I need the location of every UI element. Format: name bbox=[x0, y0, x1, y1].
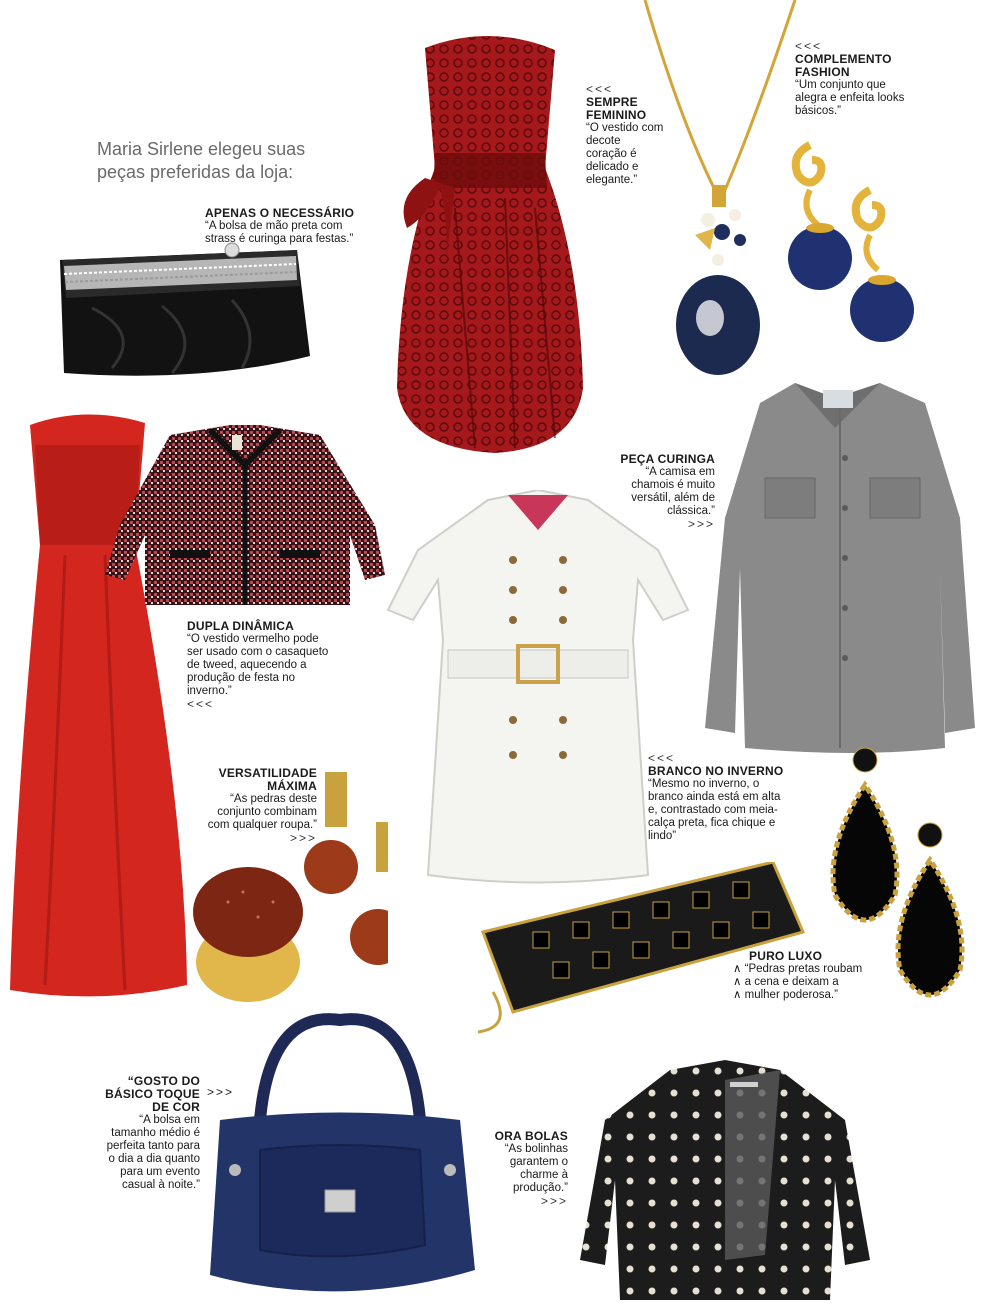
caption-shirt-body: “A camisa em chamois é muito versátil, além de clássica.” bbox=[631, 466, 715, 517]
caption-bag-title: “GOSTO DO BÁSICO TOQUE DE COR bbox=[105, 1074, 200, 1114]
arrow-right-bag: >>> bbox=[207, 1085, 235, 1099]
caption-trench-title: BRANCO NO INVERNO bbox=[648, 764, 784, 778]
caption-dress-body: “O vestido com decote coração é delicado e elegante.” bbox=[586, 122, 664, 186]
polka-dot-blazer-image bbox=[575, 1060, 875, 1306]
caption-clutch-body: “A bolsa de mão preta com strass é curinga para festas.” bbox=[205, 220, 354, 245]
arrow-right: >>> bbox=[687, 517, 715, 531]
arrow-up: ∧ bbox=[733, 989, 742, 1001]
pendant-necklace-image bbox=[640, 0, 800, 390]
caption-dots-title: ORA BOLAS bbox=[494, 1129, 568, 1143]
caption-dots bbox=[490, 1130, 568, 1208]
caption-luxury-line-1: ∧ “Pedras pretas roubam bbox=[733, 963, 863, 975]
arrow-left: <<< bbox=[795, 39, 823, 53]
caption-dress-title: SEMPRE FEMININO bbox=[586, 95, 647, 122]
arrow-up: ∧ bbox=[733, 976, 742, 988]
caption-rings-body: “As pedras deste conjunto combinam com qualquer roupa.” bbox=[207, 793, 317, 831]
caption-bag bbox=[100, 1075, 200, 1192]
caption-trench bbox=[648, 752, 793, 843]
arrow-left: <<< bbox=[648, 751, 676, 765]
caption-trench-body: “Mesmo no inverno, o branco ainda está em alta e, contrastado com meia-calça preta, fica chique e lindo” bbox=[648, 778, 781, 842]
arrow-up: ∧ bbox=[733, 963, 742, 975]
arrow-right: >>> bbox=[289, 831, 317, 845]
caption-necklace bbox=[795, 40, 915, 118]
caption-dress bbox=[586, 83, 664, 187]
black-clutch-image bbox=[52, 238, 314, 383]
caption-luxury-line-3: ∧ mulher poderosa.” bbox=[733, 989, 838, 1001]
page-intro: Maria Sirlene elegeu suas peças preferidas da loja: bbox=[97, 139, 306, 182]
caption-necklace-title: COMPLEMENTO FASHION bbox=[795, 52, 892, 79]
navy-handbag-image bbox=[200, 1010, 480, 1305]
caption-rings-title: VERSATILIDADE MÁXIMA bbox=[218, 766, 317, 793]
arrow-left: <<< bbox=[187, 697, 215, 711]
caption-clutch-title: APENAS O NECESSÁRIO bbox=[205, 206, 355, 220]
caption-luxury bbox=[733, 950, 893, 1002]
caption-dots-body: “As bolinhas garantem o charme à produção.” bbox=[504, 1143, 568, 1194]
caption-luxury-title: PURO LUXO bbox=[749, 949, 823, 963]
caption-gown-body: “O vestido vermelho pode ser usado com o casaqueto de tweed, aquecendo a produção de festa no inverno.” bbox=[187, 633, 329, 697]
caption-gown-title: DUPLA DINÂMICA bbox=[187, 619, 295, 633]
spiral-lapis-earrings-image bbox=[780, 130, 930, 360]
caption-gown bbox=[187, 620, 337, 711]
caption-luxury-line-2: ∧ a cena e deixam a bbox=[733, 976, 839, 988]
gray-chamois-shirt-image bbox=[705, 368, 977, 753]
red-jacquard-dress-image bbox=[395, 28, 585, 458]
caption-necklace-body: “Um conjunto que alegra e enfeita looks básicos.” bbox=[795, 79, 905, 117]
tweed-jacket-image bbox=[100, 425, 390, 610]
arrow-right: >>> bbox=[540, 1194, 568, 1208]
caption-clutch bbox=[205, 207, 365, 246]
caption-shirt-title: PEÇA CURINGA bbox=[620, 452, 715, 466]
arrow-left: <<< bbox=[586, 82, 614, 96]
caption-bag-body: “A bolsa em tamanho médio é perfeita tanto para o dia a dia quanto para um evento casual à noite.” bbox=[106, 1114, 200, 1191]
caption-rings bbox=[205, 767, 317, 845]
caption-shirt bbox=[600, 453, 715, 531]
